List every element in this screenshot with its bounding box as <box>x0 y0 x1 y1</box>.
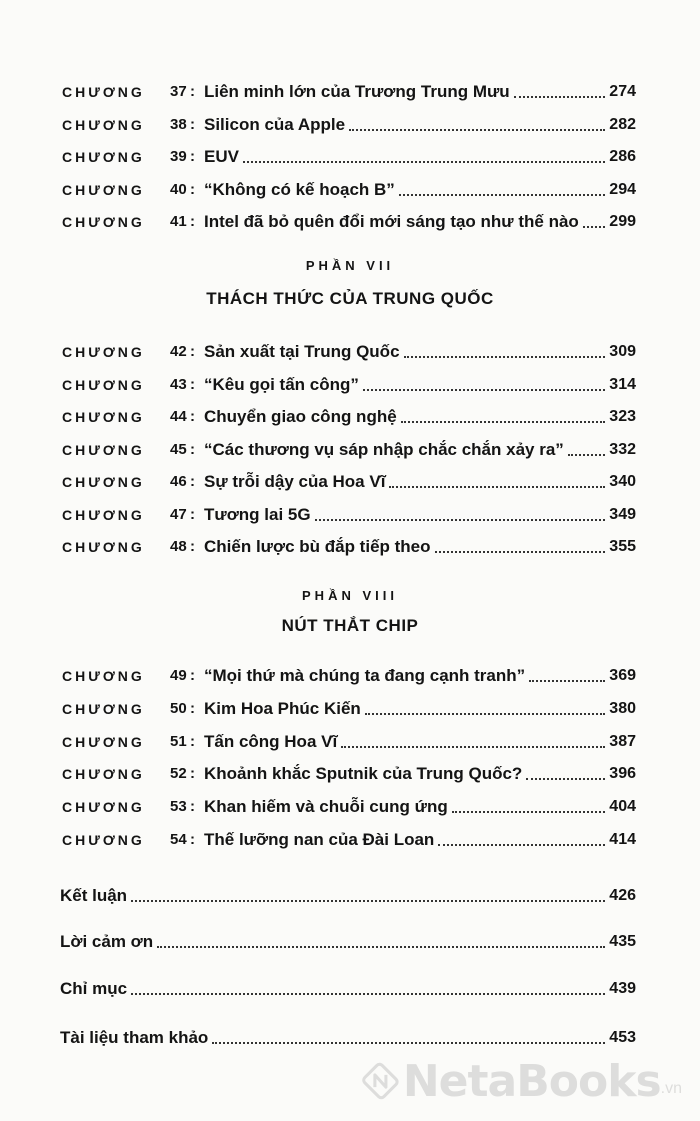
chapter-number: 44 <box>170 408 187 425</box>
chapter-colon: : <box>190 116 195 133</box>
toc-entry-chapter-51 <box>62 726 636 752</box>
toc-entry-chapter-48 <box>62 531 636 557</box>
chapter-title: Chuyển giao công nghệ <box>204 407 397 426</box>
page-number: 404 <box>609 798 636 815</box>
toc-entry-back-matter <box>60 926 636 952</box>
dot-leader <box>568 453 605 456</box>
chapter-colon: : <box>190 343 195 360</box>
chapter-number: 40 <box>170 181 187 198</box>
toc-entry-chapter-49 <box>62 660 636 686</box>
chapter-title: Khoảnh khắc Sputnik của Trung Quốc? <box>204 764 523 783</box>
page-number: 435 <box>609 933 636 950</box>
page-number: 349 <box>609 506 636 523</box>
watermark-brand: NetaBooks <box>402 1055 661 1107</box>
toc-entry-chapter-42 <box>62 336 636 362</box>
chapter-label: CHƯƠNG <box>62 701 145 717</box>
page-number: 323 <box>609 408 636 425</box>
toc-entry-back-matter <box>60 1022 636 1048</box>
toc-entry-chapter-40 <box>62 174 636 200</box>
dot-leader <box>315 518 605 521</box>
dot-leader <box>401 420 605 423</box>
toc-entry-chapter-54 <box>62 824 636 850</box>
chapter-title: Sản xuất tại Trung Quốc <box>204 342 400 361</box>
dot-leader <box>131 992 605 995</box>
watermark-suffix: .vn <box>660 1080 682 1097</box>
chapter-number: 49 <box>170 667 187 684</box>
dot-leader <box>365 712 605 715</box>
chapter-number: 42 <box>170 343 187 360</box>
chapter-label: CHƯƠNG <box>62 766 145 782</box>
dot-leader <box>526 777 605 780</box>
page-number: 274 <box>609 83 636 100</box>
page-number: 387 <box>609 733 636 750</box>
netabooks-watermark <box>362 1046 682 1116</box>
dot-leader <box>529 679 605 682</box>
toc-entry-back-matter <box>60 973 636 999</box>
chapter-number: 54 <box>170 831 187 848</box>
toc-entry-chapter-50 <box>62 693 636 719</box>
dot-leader <box>452 810 605 813</box>
toc-entry-chapter-43 <box>62 369 636 395</box>
chapter-number: 48 <box>170 538 187 555</box>
toc-entry-chapter-53 <box>62 791 636 817</box>
page-number: 426 <box>609 887 636 904</box>
dot-leader <box>514 95 605 98</box>
chapter-number: 43 <box>170 376 187 393</box>
chapter-number: 37 <box>170 83 187 100</box>
chapter-title: Khan hiếm và chuỗi cung ứng <box>204 797 448 816</box>
chapter-label: CHƯƠNG <box>62 734 145 750</box>
chapter-label: CHƯƠNG <box>62 799 145 815</box>
part-7-label: PHẦN VII <box>305 258 395 273</box>
toc-entry-chapter-41 <box>62 206 636 232</box>
dot-leader <box>438 843 605 846</box>
chapter-colon: : <box>190 213 195 230</box>
chapter-number: 52 <box>170 765 187 782</box>
chapter-number: 39 <box>170 148 187 165</box>
dot-leader <box>157 945 605 948</box>
dot-leader <box>404 355 605 358</box>
chapter-number: 53 <box>170 798 187 815</box>
chapter-label: CHƯƠNG <box>62 539 145 555</box>
chapter-title: Chiến lược bù đắp tiếp theo <box>204 537 431 556</box>
chapter-colon: : <box>190 83 195 100</box>
back-matter-title: Tài liệu tham khảo <box>60 1028 209 1047</box>
toc-entry-back-matter <box>60 880 636 906</box>
back-matter-title: Lời cảm ơn <box>60 932 154 951</box>
chapter-colon: : <box>190 181 195 198</box>
chapter-title: “Không có kế hoạch B” <box>204 180 395 199</box>
chapter-label: CHƯƠNG <box>62 377 145 393</box>
dot-leader <box>349 128 605 131</box>
page-number: 309 <box>609 343 636 360</box>
toc-entry-chapter-47 <box>62 499 636 525</box>
chapter-colon: : <box>190 667 195 684</box>
page-number: 282 <box>609 116 636 133</box>
chapter-label: CHƯƠNG <box>62 117 145 133</box>
page-number: 340 <box>609 473 636 490</box>
page-number: 414 <box>609 831 636 848</box>
chapter-number: 41 <box>170 213 187 230</box>
chapter-label: CHƯƠNG <box>62 214 145 230</box>
dot-leader <box>435 550 605 553</box>
toc-entry-chapter-44 <box>62 401 636 427</box>
page-number: 396 <box>609 765 636 782</box>
page-number: 369 <box>609 667 636 684</box>
chapter-title: “Mọi thứ mà chúng ta đang cạnh tranh” <box>204 666 526 685</box>
chapter-colon: : <box>190 506 195 523</box>
page-number: 355 <box>609 538 636 555</box>
toc-entry-chapter-45 <box>62 434 636 460</box>
page-number: 380 <box>609 700 636 717</box>
chapter-colon: : <box>190 831 195 848</box>
page-number: 314 <box>609 376 636 393</box>
dot-leader <box>389 485 605 488</box>
chapter-label: CHƯƠNG <box>62 182 145 198</box>
page-number: 294 <box>609 181 636 198</box>
chapter-label: CHƯƠNG <box>62 344 145 360</box>
toc-entry-chapter-39 <box>62 141 636 167</box>
chapter-number: 38 <box>170 116 187 133</box>
chapter-number: 46 <box>170 473 187 490</box>
page-number: 439 <box>609 980 636 997</box>
chapter-title: Silicon của Apple <box>204 115 346 134</box>
chapter-number: 51 <box>170 733 187 750</box>
dot-leader <box>399 193 605 196</box>
page-number: 286 <box>609 148 636 165</box>
toc-entry-chapter-38 <box>62 109 636 135</box>
chapter-colon: : <box>190 798 195 815</box>
chapter-number: 47 <box>170 506 187 523</box>
toc-entry-chapter-52 <box>62 758 636 784</box>
chapter-colon: : <box>190 408 195 425</box>
chapter-title: “Kêu gọi tấn công” <box>204 375 359 394</box>
chapter-colon: : <box>190 733 195 750</box>
chapter-label: CHƯƠNG <box>62 149 145 165</box>
page-number: 453 <box>609 1029 636 1046</box>
chapter-colon: : <box>190 376 195 393</box>
chapter-colon: : <box>190 765 195 782</box>
chapter-label: CHƯƠNG <box>62 409 145 425</box>
chapter-title: Tương lai 5G <box>204 505 311 524</box>
chapter-label: CHƯƠNG <box>62 668 145 684</box>
part-7-title: THÁCH THỨC CỦA TRUNG QUỐC <box>206 289 494 308</box>
part-8-title: NÚT THẮT CHIP <box>281 616 419 635</box>
dot-leader <box>363 388 605 391</box>
chapter-colon: : <box>190 473 195 490</box>
chapter-title: EUV <box>204 147 239 166</box>
chapter-title: Sự trỗi dậy của Hoa Vĩ <box>204 472 386 491</box>
chapter-number: 50 <box>170 700 187 717</box>
chapter-colon: : <box>190 538 195 555</box>
back-matter-title: Chỉ mục <box>60 979 128 998</box>
chapter-title: Kim Hoa Phúc Kiến <box>204 699 361 718</box>
toc-entry-chapter-37 <box>62 76 636 102</box>
chapter-title: “Các thương vụ sáp nhập chắc chắn xảy ra” <box>204 440 564 459</box>
chapter-number: 45 <box>170 441 187 458</box>
chapter-title: Intel đã bỏ quên đổi mới sáng tạo như thế nào <box>204 212 579 231</box>
chapter-label: CHƯƠNG <box>62 474 145 490</box>
back-matter-title: Kết luận <box>60 886 128 905</box>
chapter-title: Tấn công Hoa Vĩ <box>204 732 338 751</box>
chapter-colon: : <box>190 700 195 717</box>
chapter-label: CHƯƠNG <box>62 832 145 848</box>
page-number: 299 <box>609 213 636 230</box>
toc-entry-chapter-46 <box>62 466 636 492</box>
dot-leader <box>131 899 605 902</box>
chapter-label: CHƯƠNG <box>62 84 145 100</box>
netabooks-logo-icon <box>362 1051 399 1111</box>
dot-leader <box>212 1041 605 1044</box>
chapter-colon: : <box>190 148 195 165</box>
chapter-title: Thế lưỡng nan của Đài Loan <box>204 830 435 849</box>
dot-leader <box>243 160 605 163</box>
chapter-title: Liên minh lớn của Trương Trung Mưu <box>204 82 510 101</box>
chapter-colon: : <box>190 441 195 458</box>
part-8-label: PHẦN VIII <box>302 588 398 603</box>
dot-leader <box>583 225 605 228</box>
chapter-label: CHƯƠNG <box>62 442 145 458</box>
page-number: 332 <box>609 441 636 458</box>
dot-leader <box>341 745 605 748</box>
chapter-label: CHƯƠNG <box>62 507 145 523</box>
